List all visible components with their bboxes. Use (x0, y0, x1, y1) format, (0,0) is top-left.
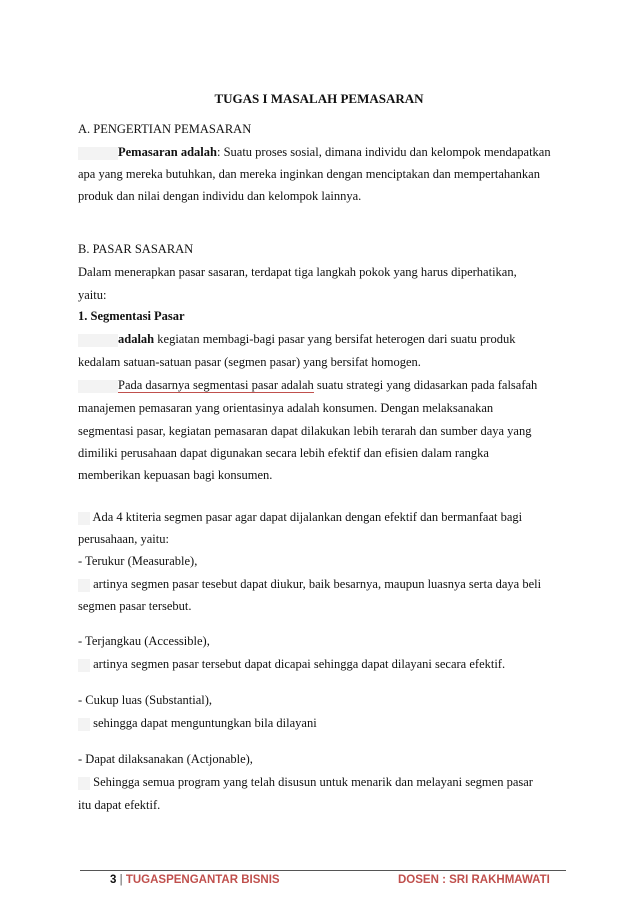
def-line-1 (78, 332, 515, 347)
term-adalah: adalah (118, 332, 155, 346)
criteria-desc-text: artinya segmen pasar tersebut dapat dicapai sehingga dapat dilayani secara efektif. (93, 657, 506, 671)
criteria-label-3: - Cukup luas (Substantial), (78, 693, 213, 707)
section-a-line-3: produk dan nilai dengan individu dan kelompok lainnya. (78, 189, 362, 203)
page-title: TUGAS I MASALAH PEMASARAN (214, 91, 424, 106)
para-line-2: manajemen pemasaran yang orientasinya adalah konsumen. Dengan melaksanakan (78, 401, 494, 415)
criteria-desc-text: sehingga dapat menguntungkan bila dilayani (93, 716, 317, 730)
criteria-label-2: - Terjangkau (Accessible), (78, 634, 210, 648)
def-text: kegiatan membagi-bagi pasar yang bersifat heterogen dari suatu produk (154, 332, 516, 346)
para-line-4: dimiliki perusahaan dapat digunakan secara lebih efektif dan efisien dalam rangka (78, 446, 489, 460)
footer-lecturer: DOSEN : SRI RAKHMAWATI (398, 874, 550, 886)
criteria-desc-1b: segmen pasar tersebut. (78, 599, 192, 613)
para-line-5: memberikan kepuasan bagi konsumen. (78, 468, 273, 482)
criteria-intro-1 (78, 510, 522, 525)
criteria-desc-text: Sehingga semua program yang telah disusun untuk menarik dan melayani segmen pasar (93, 775, 533, 789)
def-line-2: kedalam satuan-satuan pasar (segmen pasar) yang bersifat homogen. (78, 355, 421, 369)
criteria-label-1: - Terukur (Measurable), (78, 554, 198, 568)
section-b-intro-2: yaitu: (78, 288, 107, 302)
footer-left (110, 874, 280, 886)
section-b-intro-1: Dalam menerapkan pasar sasaran, terdapat tiga langkah pokok yang harus diperhatikan, (78, 265, 517, 279)
footer-separator: | (119, 874, 123, 886)
criteria-intro-2: perusahaan, yaitu: (78, 532, 169, 546)
section-a-line-1 (78, 145, 551, 160)
criteria-desc-4b: itu dapat efektif. (78, 798, 161, 812)
indent-mark (78, 512, 90, 525)
footer-course: TUGASPENGANTAR BISNIS (125, 874, 280, 886)
indent-mark (78, 380, 118, 393)
criteria-desc-3a (78, 716, 317, 731)
criteria-intro-text: Ada 4 ktiteria segmen pasar agar dapat dijalankan dengan efektif dan bermanfaat bagi (92, 510, 523, 524)
indent-mark (78, 579, 90, 592)
section-a-heading: A. PENGERTIAN PEMASARAN (78, 122, 252, 136)
footer-rule (80, 870, 566, 871)
term-pemasaran: Pemasaran adalah (118, 145, 217, 159)
criteria-desc-text: artinya segmen pasar tesebut dapat diukur, baik besarnya, maupun luasnya serta daya beli (93, 577, 542, 591)
underlined-phrase: Pada dasarnya segmentasi pasar adalah (118, 378, 314, 392)
subheading-segmentasi: 1. Segmentasi Pasar (78, 309, 185, 323)
indent-mark (78, 147, 118, 160)
indent-mark (78, 777, 90, 790)
criteria-desc-1a (78, 577, 541, 592)
criteria-label-4: - Dapat dilaksanakan (Actjonable), (78, 752, 253, 766)
section-b-heading: B. PASAR SASARAN (78, 242, 194, 256)
indent-mark (78, 718, 90, 731)
criteria-desc-2a (78, 657, 505, 672)
section-a-line-2: apa yang mereka butuhkan, dan mereka inginkan dengan menciptakan dan mempertahankan (78, 167, 540, 181)
indent-mark (78, 334, 118, 347)
page-number: 3 (110, 874, 117, 886)
para-text: suatu strategi yang didasarkan pada falsafah (313, 378, 538, 392)
para-line-1 (78, 378, 537, 393)
definition-text: : Suatu proses sosial, dimana individu dan kelompok mendapatkan (216, 145, 551, 159)
criteria-desc-4a (78, 775, 533, 790)
para-line-3: segmentasi pasar, kegiatan pemasaran dapat dilakukan lebih terarah dan sumber daya yang (78, 424, 532, 438)
indent-mark (78, 659, 90, 672)
